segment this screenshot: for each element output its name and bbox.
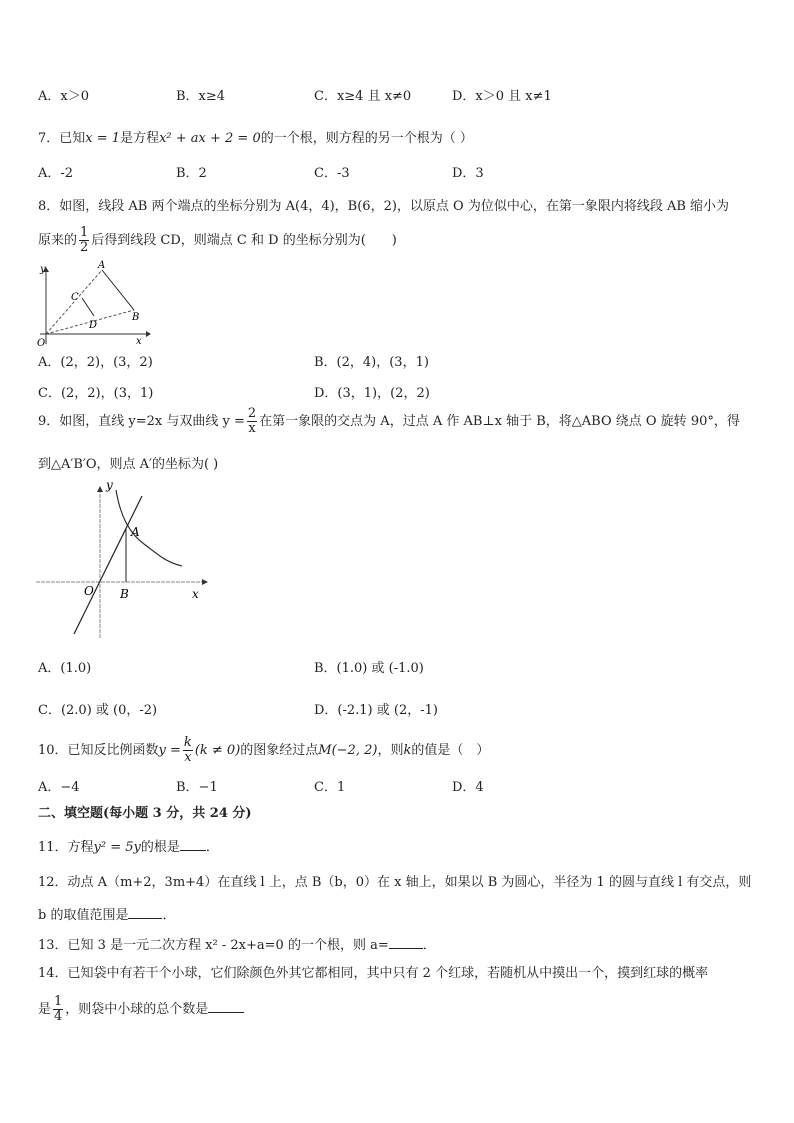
q7-option-c: C．-3 bbox=[314, 166, 350, 181]
section-2-heading: 二、填空题(每小题 3 分，共 24 分) bbox=[38, 806, 252, 821]
q12-stem-line2 bbox=[38, 904, 175, 925]
q13-pre: 13．已知 3 是一元二次方程 x² - 2x+a=0 的一个根，则 a= bbox=[38, 938, 389, 953]
q9-line-y2x bbox=[74, 496, 142, 634]
q8-point-D-label: D bbox=[89, 320, 98, 331]
q7-number: 7． bbox=[38, 131, 60, 146]
q7-condition: x = 1 bbox=[85, 131, 121, 146]
q10-post2: 的值是（ ） bbox=[411, 743, 490, 758]
q6-option-d: D．x＞0 且 x≠1 bbox=[452, 89, 552, 104]
q7-equation: x² + ax + 2 = 0 bbox=[159, 131, 261, 146]
q12-pre: b 的取值范围是 bbox=[38, 908, 129, 923]
q10-option-b: B．−1 bbox=[176, 780, 218, 795]
q8-x-label: x bbox=[136, 336, 142, 347]
q14-pre: 是 bbox=[38, 1002, 52, 1017]
q14-post: ，则袋中小球的总个数是 bbox=[65, 1002, 209, 1017]
q10-mid: 的图象经过点 bbox=[240, 743, 319, 758]
q8-y-label: y bbox=[40, 264, 46, 275]
q14-fraction bbox=[53, 995, 63, 1024]
q8-segment-AB bbox=[102, 270, 134, 310]
q6-option-c: C．x≥4 且 x≠0 bbox=[314, 89, 412, 104]
q10-point: M(−2, 2) bbox=[318, 743, 378, 758]
q11-post: 的根是 bbox=[140, 840, 180, 855]
q10-y: y = bbox=[158, 743, 181, 758]
q12-answer-blank[interactable] bbox=[128, 904, 162, 919]
q10-pre: 10．已知反比例函数 bbox=[38, 743, 159, 758]
q10-k: k bbox=[403, 743, 412, 758]
q6-option-a: A．x＞0 bbox=[38, 89, 89, 104]
q9-x-arrow-icon bbox=[202, 579, 208, 585]
q9-option-d: D．(-2.1) 或 (2，-1) bbox=[314, 703, 438, 718]
q7-stem bbox=[38, 130, 473, 148]
q8-segment-CD bbox=[82, 298, 94, 316]
q6-option-b: B．x≥4 bbox=[176, 89, 226, 104]
q8-option-a: A．(2，2)，(3，2) bbox=[38, 355, 153, 370]
q14-frac-num: 1 bbox=[54, 994, 63, 1009]
q8-point-A-label: A bbox=[98, 260, 106, 271]
q9-option-c: C．(2.0) 或 (0，-2) bbox=[38, 703, 158, 718]
q8-frac-num: 1 bbox=[80, 225, 89, 240]
q7-post: 的一个根，则方程的另一个根为（ ） bbox=[260, 131, 473, 146]
q14-stem-line2 bbox=[38, 992, 244, 1028]
q10-post: ，则 bbox=[377, 743, 404, 758]
q8-point-C-label: C bbox=[71, 292, 79, 303]
q10-option-c: C．1 bbox=[314, 780, 346, 795]
q9-frac-num: 2 bbox=[247, 406, 257, 421]
q8-option-c: C．(2，2)，(3，1) bbox=[38, 386, 154, 401]
q9-figure bbox=[36, 480, 216, 640]
q14-answer-blank[interactable] bbox=[208, 998, 244, 1013]
q7-option-b: B．2 bbox=[176, 166, 207, 181]
q10-option-a: A．−4 bbox=[38, 780, 80, 795]
q10-condition: (k ≠ 0) bbox=[194, 743, 241, 758]
q11-end: ． bbox=[205, 840, 219, 855]
q8-figure bbox=[34, 258, 154, 350]
q13-answer-blank[interactable] bbox=[389, 934, 423, 949]
q8-stem-line2 bbox=[38, 226, 397, 255]
q8-x-arrow-icon bbox=[146, 331, 151, 337]
q9-point-A-label: A bbox=[131, 525, 140, 539]
q9-stem-line2: 到△A′B′O，则点 A′的坐标为( ) bbox=[38, 457, 219, 472]
q9-x-label: x bbox=[192, 587, 199, 601]
q10-option-d: D．4 bbox=[452, 780, 484, 795]
q10-fraction bbox=[183, 736, 193, 765]
q7-mid: 是方程 bbox=[120, 131, 160, 146]
q11-answer-blank[interactable] bbox=[180, 836, 206, 851]
q8-fraction bbox=[79, 226, 89, 255]
q8-post: 后得到线段 CD，则端点 C 和 D 的坐标分别为( ) bbox=[91, 233, 397, 248]
q9-y-label: y bbox=[106, 478, 113, 492]
q9-pre: 9．如图，直线 y=2x 与双曲线 y = bbox=[38, 414, 245, 429]
q10-frac-den: x bbox=[184, 750, 192, 765]
q9-stem-line1 bbox=[38, 407, 740, 437]
q14-frac-den: 4 bbox=[54, 1009, 63, 1024]
q8-option-b: B．(2，4)，(3，1) bbox=[314, 355, 429, 370]
q10-stem bbox=[38, 734, 489, 768]
q8-origin-label: O bbox=[37, 338, 46, 349]
q8-option-d: D．(3，1)，(2，2) bbox=[314, 386, 430, 401]
q9-post: 在第一象限的交点为 A，过点 A 作 AB⊥x 轴于 B，将△ABO 绕点 O 旋转 90°，得 bbox=[259, 414, 740, 429]
q9-option-a: A．(1.0) bbox=[38, 661, 92, 676]
q7-pre: 已知 bbox=[59, 131, 86, 146]
q12-end: ． bbox=[162, 908, 176, 923]
q10-frac-num: k bbox=[183, 735, 192, 750]
q8-pre: 原来的 bbox=[38, 233, 78, 248]
q9-origin-label: O bbox=[84, 584, 94, 598]
q13-stem bbox=[38, 934, 436, 955]
q13-end: ． bbox=[422, 938, 436, 953]
q12-stem-line1: 12．动点 A（m+2，3m+4）在直线 l 上，点 B（b，0）在 x 轴上，如果以 B 为圆心，半径为 1 的圆与直线 l 有交点，则 bbox=[38, 875, 752, 890]
q8-frac-den: 2 bbox=[80, 240, 89, 255]
q11-equation: y² = 5y bbox=[93, 840, 141, 855]
q8-point-B-label: B bbox=[132, 312, 140, 323]
q7-option-a: A．-2 bbox=[38, 166, 74, 181]
q11-pre: 11．方程 bbox=[38, 840, 94, 855]
q14-stem-line1: 14．已知袋中有若干个小球，它们除颜色外其它都相同，其中只有 2 个红球，若随机从中摸出一个，摸到红球的概率 bbox=[38, 966, 709, 981]
q11-stem bbox=[38, 836, 219, 857]
q9-option-b: B．(1.0) 或 (-1.0) bbox=[314, 661, 424, 676]
q7-option-d: D．3 bbox=[452, 166, 484, 181]
q9-frac-den: x bbox=[248, 421, 256, 436]
q9-y-arrow-icon bbox=[97, 486, 103, 492]
q8-stem-line1: 8．如图，线段 AB 两个端点的坐标分别为 A(4，4)，B(6，2)，以原点 O 为位似中心，在第一象限内将线段 AB 缩小为 bbox=[38, 199, 730, 214]
q9-point-B-label: B bbox=[120, 587, 129, 601]
q9-fraction bbox=[247, 407, 257, 436]
